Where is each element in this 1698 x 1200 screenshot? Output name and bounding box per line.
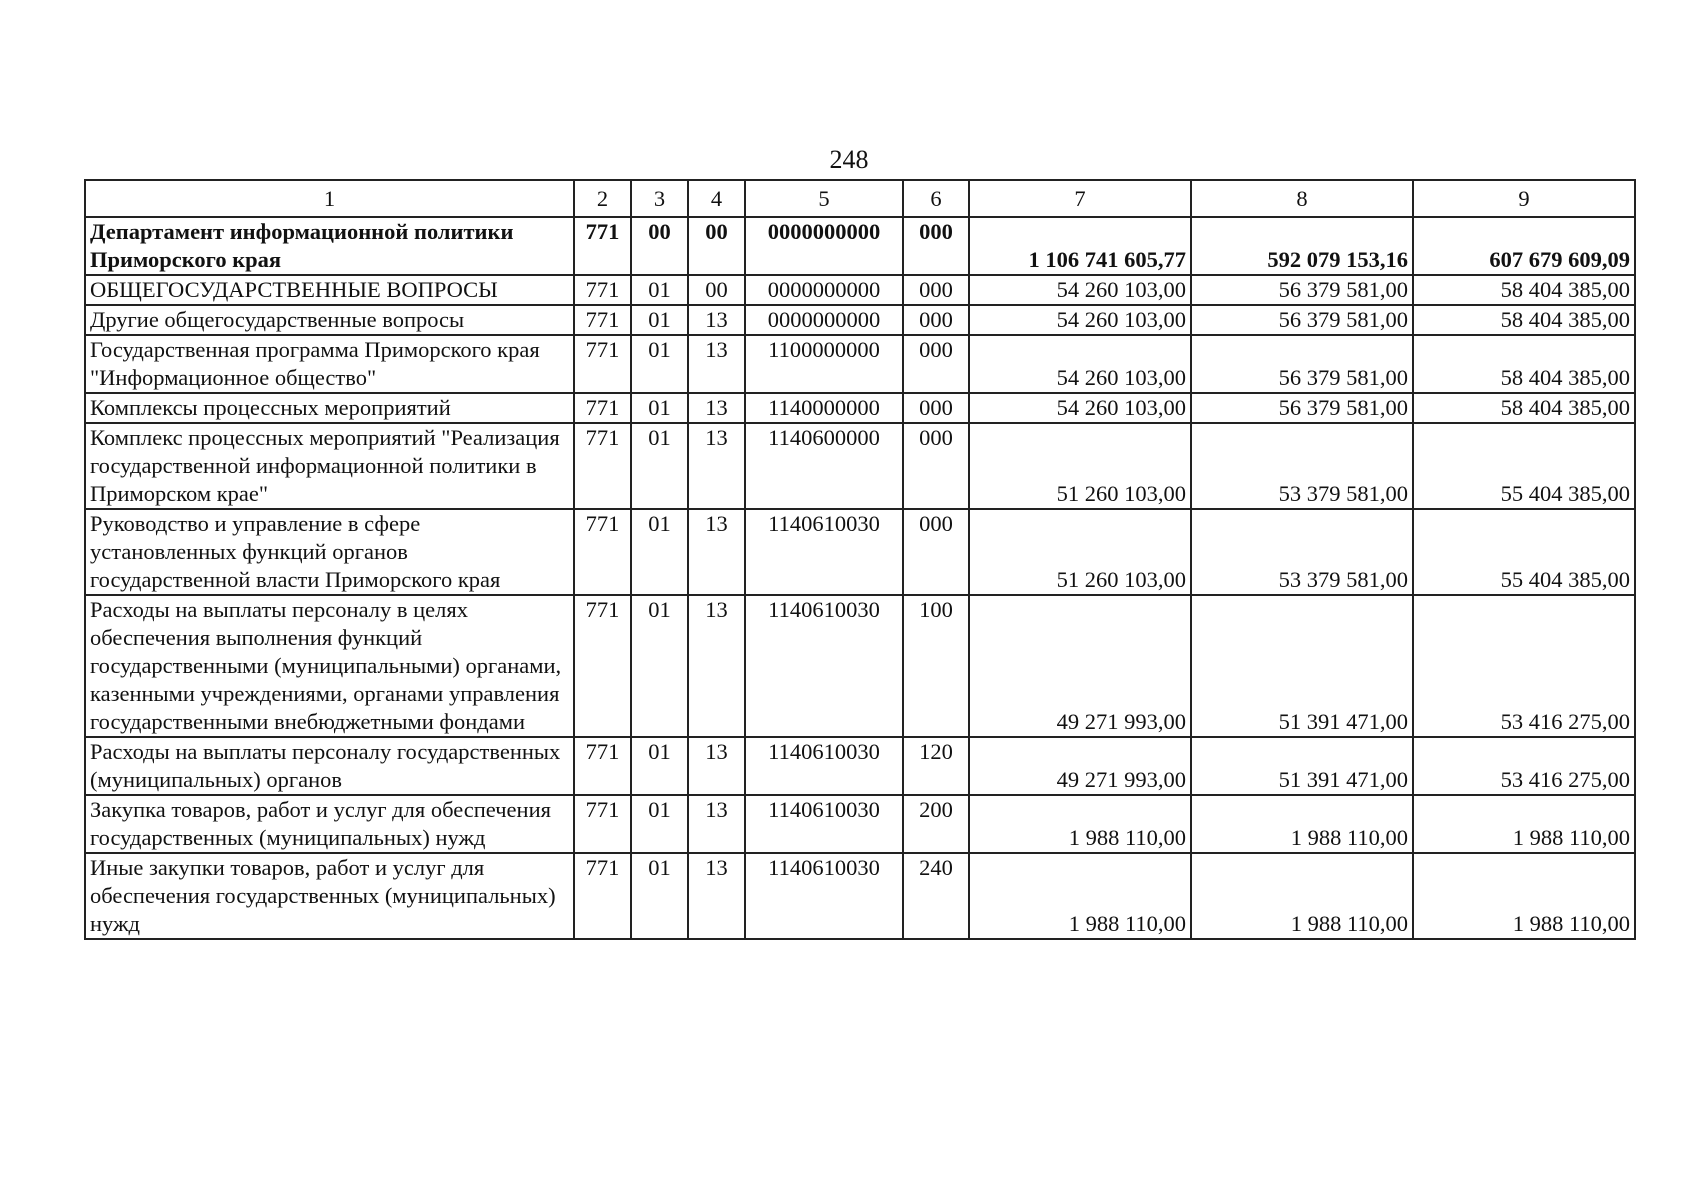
item-name: ОБЩЕГОСУДАРСТВЕННЫЕ ВОПРОСЫ — [85, 275, 574, 305]
section-code: 01 — [631, 423, 688, 509]
table-row — [85, 305, 1635, 335]
item-name: Руководство и управление в сфере установленных функций органов государственной власти Приморского края — [85, 509, 574, 595]
section-code: 01 — [631, 595, 688, 737]
ministry-code: 771 — [574, 217, 631, 275]
amount-col-7: 49 271 993,00 — [969, 737, 1191, 795]
subsection-code: 13 — [688, 335, 745, 393]
table-row — [85, 853, 1635, 939]
amount-col-7: 1 106 741 605,77 — [969, 217, 1191, 275]
expense-type-code: 000 — [903, 509, 969, 595]
amount-col-9: 1 988 110,00 — [1413, 795, 1635, 853]
amount-col-9: 58 404 385,00 — [1413, 305, 1635, 335]
subsection-code: 13 — [688, 305, 745, 335]
budget-table — [84, 179, 1636, 940]
table-row — [85, 393, 1635, 423]
amount-col-8: 1 988 110,00 — [1191, 853, 1413, 939]
target-article-code: 1140610030 — [745, 595, 903, 737]
section-code: 01 — [631, 305, 688, 335]
amount-col-7: 51 260 103,00 — [969, 423, 1191, 509]
target-article-code: 0000000000 — [745, 305, 903, 335]
table-row — [85, 595, 1635, 737]
subsection-code: 00 — [688, 275, 745, 305]
amount-col-8: 51 391 471,00 — [1191, 595, 1413, 737]
amount-col-7: 1 988 110,00 — [969, 853, 1191, 939]
subsection-code: 13 — [688, 595, 745, 737]
ministry-code: 771 — [574, 853, 631, 939]
amount-col-8: 1 988 110,00 — [1191, 795, 1413, 853]
expense-type-code: 120 — [903, 737, 969, 795]
column-number: 4 — [688, 180, 745, 217]
ministry-code: 771 — [574, 335, 631, 393]
amount-col-8: 56 379 581,00 — [1191, 305, 1413, 335]
column-number: 6 — [903, 180, 969, 217]
column-number: 5 — [745, 180, 903, 217]
expense-type-code: 000 — [903, 423, 969, 509]
ministry-code: 771 — [574, 393, 631, 423]
ministry-code: 771 — [574, 275, 631, 305]
ministry-code: 771 — [574, 305, 631, 335]
expense-type-code: 000 — [903, 275, 969, 305]
amount-col-8: 53 379 581,00 — [1191, 423, 1413, 509]
target-article-code: 1140610030 — [745, 737, 903, 795]
target-article-code: 1140610030 — [745, 795, 903, 853]
section-code: 01 — [631, 795, 688, 853]
item-name: Другие общегосударственные вопросы — [85, 305, 574, 335]
expense-type-code: 000 — [903, 305, 969, 335]
subsection-code: 13 — [688, 853, 745, 939]
table-row — [85, 275, 1635, 305]
item-name: Расходы на выплаты персоналу в целях обеспечения выполнения функций государственными (муниципальными) органами, казенными учреждениями, органами управления государственными внебюджетными фондами — [85, 595, 574, 737]
subsection-code: 13 — [688, 393, 745, 423]
target-article-code: 1140600000 — [745, 423, 903, 509]
amount-col-7: 54 260 103,00 — [969, 305, 1191, 335]
amount-col-9: 58 404 385,00 — [1413, 335, 1635, 393]
expense-type-code: 000 — [903, 393, 969, 423]
expense-type-code: 100 — [903, 595, 969, 737]
subsection-code: 00 — [688, 217, 745, 275]
amount-col-9: 55 404 385,00 — [1413, 423, 1635, 509]
amount-col-7: 49 271 993,00 — [969, 595, 1191, 737]
ministry-code: 771 — [574, 509, 631, 595]
section-code: 01 — [631, 393, 688, 423]
target-article-code: 0000000000 — [745, 217, 903, 275]
expense-type-code: 200 — [903, 795, 969, 853]
section-code: 00 — [631, 217, 688, 275]
target-article-code: 1140610030 — [745, 853, 903, 939]
column-number: 3 — [631, 180, 688, 217]
table-row — [85, 335, 1635, 393]
target-article-code: 1140610030 — [745, 509, 903, 595]
item-name: Государственная программа Приморского края "Информационное общество" — [85, 335, 574, 393]
amount-col-8: 51 391 471,00 — [1191, 737, 1413, 795]
subsection-code: 13 — [688, 795, 745, 853]
table-row — [85, 795, 1635, 853]
column-number: 2 — [574, 180, 631, 217]
amount-col-9: 53 416 275,00 — [1413, 737, 1635, 795]
amount-col-9: 53 416 275,00 — [1413, 595, 1635, 737]
amount-col-8: 53 379 581,00 — [1191, 509, 1413, 595]
ministry-code: 771 — [574, 423, 631, 509]
amount-col-9: 1 988 110,00 — [1413, 853, 1635, 939]
table-row — [85, 423, 1635, 509]
item-name: Комплекс процессных мероприятий "Реализация государственной информационной политики в Приморском крае" — [85, 423, 574, 509]
amount-col-9: 55 404 385,00 — [1413, 509, 1635, 595]
table-row — [85, 737, 1635, 795]
table-row — [85, 217, 1635, 275]
amount-col-9: 58 404 385,00 — [1413, 275, 1635, 305]
amount-col-8: 56 379 581,00 — [1191, 275, 1413, 305]
amount-col-7: 54 260 103,00 — [969, 393, 1191, 423]
item-name: Расходы на выплаты персоналу государственных (муниципальных) органов — [85, 737, 574, 795]
item-name: Иные закупки товаров, работ и услуг для обеспечения государственных (муниципальных) нужд — [85, 853, 574, 939]
amount-col-8: 56 379 581,00 — [1191, 393, 1413, 423]
target-article-code: 1140000000 — [745, 393, 903, 423]
item-name: Комплексы процессных мероприятий — [85, 393, 574, 423]
section-code: 01 — [631, 275, 688, 305]
page-number: 248 — [829, 145, 869, 174]
section-code: 01 — [631, 509, 688, 595]
ministry-code: 771 — [574, 737, 631, 795]
column-number: 9 — [1413, 180, 1635, 217]
subsection-code: 13 — [688, 737, 745, 795]
column-number-row — [85, 180, 1635, 217]
ministry-code: 771 — [574, 795, 631, 853]
amount-col-8: 56 379 581,00 — [1191, 335, 1413, 393]
column-number: 8 — [1191, 180, 1413, 217]
amount-col-7: 54 260 103,00 — [969, 275, 1191, 305]
subsection-code: 13 — [688, 423, 745, 509]
amount-col-9: 607 679 609,09 — [1413, 217, 1635, 275]
section-code: 01 — [631, 853, 688, 939]
amount-col-7: 1 988 110,00 — [969, 795, 1191, 853]
amount-col-7: 51 260 103,00 — [969, 509, 1191, 595]
column-number: 7 — [969, 180, 1191, 217]
expense-type-code: 000 — [903, 335, 969, 393]
target-article-code: 0000000000 — [745, 275, 903, 305]
amount-col-8: 592 079 153,16 — [1191, 217, 1413, 275]
ministry-code: 771 — [574, 595, 631, 737]
amount-col-7: 54 260 103,00 — [969, 335, 1191, 393]
subsection-code: 13 — [688, 509, 745, 595]
section-code: 01 — [631, 335, 688, 393]
amount-col-9: 58 404 385,00 — [1413, 393, 1635, 423]
target-article-code: 1100000000 — [745, 335, 903, 393]
column-number: 1 — [85, 180, 574, 217]
item-name: Департамент информационной политики Приморского края — [85, 217, 574, 275]
item-name: Закупка товаров, работ и услуг для обеспечения государственных (муниципальных) нужд — [85, 795, 574, 853]
section-code: 01 — [631, 737, 688, 795]
expense-type-code: 000 — [903, 217, 969, 275]
table-row — [85, 509, 1635, 595]
expense-type-code: 240 — [903, 853, 969, 939]
